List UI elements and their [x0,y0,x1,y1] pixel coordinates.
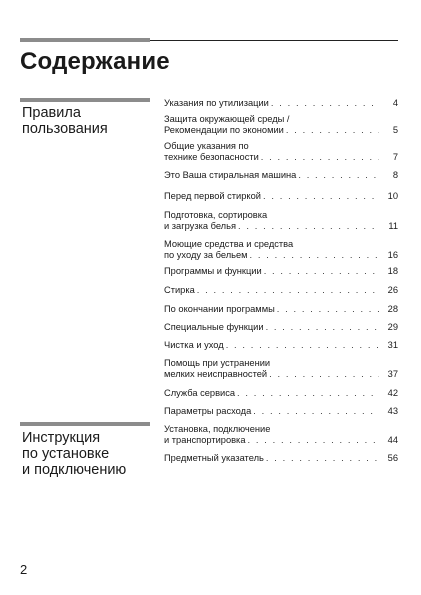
dot-leader [197,285,379,296]
toc-page-number: 16 [387,250,398,260]
toc-entry [164,453,398,464]
page-title: Содержание [20,48,170,75]
toc-entry [164,210,398,232]
dot-leader [298,170,379,181]
toc-entry-text: Специальные функции [164,322,264,332]
title-rule-thin [150,40,398,41]
toc-entry-text: Установка, подключение [164,424,271,434]
section-heading-installation: Инструкция по установке и подключению [22,430,127,478]
toc-entry [164,114,398,136]
dot-leader [248,435,379,446]
toc-entry-text: Рекомендации по экономии [164,125,284,135]
toc-page-number: 28 [387,304,398,314]
toc-page-number: 37 [387,369,398,379]
dot-leader [264,266,379,277]
toc-entry [164,304,398,315]
toc-entry-text: Защита окружающей среды / [164,114,290,124]
toc-entry-text: Помощь при устранении [164,358,271,368]
toc-page-number: 11 [388,221,398,231]
toc-entry [164,98,398,109]
toc-entry-text: Предметный указатель [164,453,264,463]
dot-leader [277,304,379,315]
toc-entry-text: Это Ваша стиральная машина [164,170,297,180]
dot-leader [266,453,379,464]
toc-page-number: 26 [387,285,398,295]
toc-entry [164,358,398,380]
dot-leader [269,369,379,380]
toc-page-number: 8 [392,170,398,180]
dot-leader [238,221,379,232]
toc-page-number: 44 [387,435,398,445]
toc-entry [164,388,398,399]
toc-entry-text: по уходу за бельем [164,250,248,260]
dot-leader [263,191,379,202]
toc-entry-text: По окончании программы [164,304,275,314]
title-rule-thick [20,38,150,42]
dot-leader [237,388,379,399]
toc-page-number: 42 [387,388,398,398]
toc-entry [164,340,398,351]
toc-entry-text: Общие указания по [164,141,249,151]
toc-entry-text: и транспортировка [164,435,246,445]
dot-leader [226,340,379,351]
dot-leader [286,125,379,136]
toc-entry-text: и загрузка белья [164,221,236,231]
toc-entry-text: мелких неисправностей [164,369,268,379]
toc-entry [164,424,398,446]
section-rule-installation [20,422,150,426]
toc-entry [164,141,398,163]
page-number: 2 [20,562,28,577]
dot-leader [266,322,379,333]
section-rule-usage [20,98,150,102]
toc-page-number: 7 [392,152,398,162]
toc-entry-text: Стирка [164,285,195,295]
toc-entry-text: Служба сервиса [164,388,236,398]
toc-entry-text: Параметры расхода [164,406,252,416]
toc-page-number: 29 [387,322,398,332]
toc-page-number: 5 [392,125,398,135]
dot-leader [271,98,379,109]
toc-page-number: 10 [387,191,398,201]
toc-page-number: 18 [387,266,398,276]
toc-page-number: 56 [387,453,398,463]
toc-entry-text: Программы и функции [164,266,262,276]
toc-entry-text: Моющие средства и средства [164,239,294,249]
toc-entry-text: Перед первой стиркой [164,191,261,201]
dot-leader [250,250,379,261]
toc-entry [164,285,398,296]
toc-entry-text: Подготовка, сортировка [164,210,268,220]
toc-entry-text: Чистка и уход [164,340,224,350]
section-heading-usage: Правила пользования [22,105,108,137]
toc-entry [164,191,398,202]
toc-entry [164,406,398,417]
toc-entry [164,322,398,333]
toc-entry [164,239,398,261]
toc-page-number: 31 [387,340,398,350]
toc-entry-text: Указания по утилизации [164,98,269,108]
dot-leader [253,406,379,417]
toc-page-number: 4 [392,98,398,108]
toc-entry [164,266,398,277]
toc-entry [164,170,398,181]
dot-leader [261,152,379,163]
toc-entry-text: технике безопасности [164,152,259,162]
toc-page-number: 43 [387,406,398,416]
